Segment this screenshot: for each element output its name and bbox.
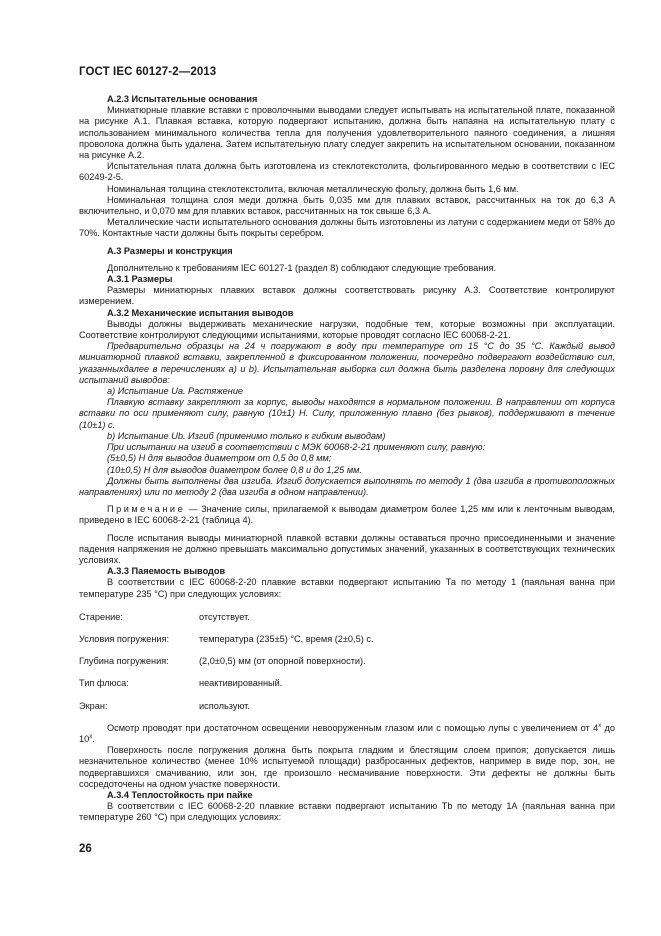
inspection-text: . <box>92 733 95 744</box>
condition-key: Глубина погружения: <box>79 656 169 667</box>
heading-a32: А.3.2 Механические испытания выводов <box>107 307 294 318</box>
paragraph: Испытательная плата должна быть изготовлена из стеклотекстолита, фольгированного медью в соответствии с IEC 60249-2-5. <box>79 161 615 183</box>
condition-row <box>79 701 615 712</box>
italic-paragraph: При испытании на изгиб в соответствии с МЭК 60068-2-21 применяют силу, равную: <box>107 442 486 453</box>
condition-value: неактивированный. <box>199 678 283 689</box>
heading-a3: А.3 Размеры и конструкция <box>107 245 233 256</box>
italic-paragraph: Плавкую вставку закрепляют за корпус, выводы находятся в нормальном положении. В направлении от корпуса вставки по оси применяют силу, равную (10±1) Н. Силу, приложенную плавно (без рывков), поддерживают в течение (10±1) с. <box>79 397 615 430</box>
superscript: x <box>598 722 602 729</box>
inspection-text: до 10 <box>79 722 615 744</box>
standard-designation: ГОСТ IEC 60127-2—2013 <box>79 66 217 78</box>
condition-row <box>79 656 615 667</box>
condition-row <box>79 678 615 689</box>
heading-a34: А.3.4 Теплостойкость при пайке <box>107 789 253 800</box>
heading-a33: А.3.3 Паяемость выводов <box>107 566 226 577</box>
paragraph: Номинальная толщина стеклотекстолита, включая металлическую фольгу, должна быть 1,6 мм. <box>107 183 519 194</box>
paragraph: В соответствии с IEC 60068-2-20 плавкие вставки подвергают испытанию Tb по методу 1А (паяльная ванна при температуре 260 °С) при следующих условиях: <box>79 801 615 823</box>
condition-value: температура (235±5) °С, время (2±0,5) с. <box>199 633 374 644</box>
inspection-paragraph <box>79 723 615 745</box>
condition-key: Экран: <box>79 700 108 711</box>
paragraph: В соответствии с IEC 60068-2-20 плавкие вставки подвергают испытанию Та по методу 1 (паяльная ванна при температуре 235 °С) при следующих условиях: <box>79 577 615 599</box>
paragraph: Металлические части испытательного основания должны быть изготовлены из латуни с содержанием меди от 58% до 70%. Контактные части должны быть покрыты серебром. <box>79 217 615 239</box>
italic-paragraph: Должны быть выполнены два изгиба. Изгиб допускается выполнять по методу 1 (два изгиба в противоположных направлениях) или по методу 2 (два изгиба в одном направлении). <box>79 475 615 497</box>
paragraph: Размеры миниатюрных плавких вставок должны соответствовать рисунку А.3. Соответствие контролируют измерением. <box>79 285 615 307</box>
condition-row <box>79 634 615 645</box>
superscript: x <box>89 733 93 740</box>
paragraph: Дополнительно к требованиям IEC 60127-1 (раздел 8) соблюдают следующие требования. <box>107 262 497 273</box>
condition-value: (2,0±0,5) мм (от опорной поверхности). <box>199 656 366 667</box>
paragraph: Номинальная толщина слоя меди должна быть 0,035 мм для плавких вставок, рассчитанных на ток до 6,3 А включительно, и 0,070 мм для плавких вставок, рассчитанных на ток свыше 6,3 А. <box>79 194 615 217</box>
paragraph: Поверхность после погружения должна быть покрыта гладким и блестящим слоем припоя; допускается лишь незначительное количество (менее 10% испытуемой площади) разбросанных дефектов, например в виде пор, зон, не подвергавшихся смачиванию, или зон, где произошло несмачивание поверхности. Эти дефекты не должны быть сосредоточены на одном участке поверхности. <box>79 745 615 789</box>
condition-key: Условия погружения: <box>79 633 170 644</box>
condition-value: используют. <box>199 700 250 711</box>
inspection-text: Осмотр проводят при достаточном освещении невооруженным глазом или с помощью лупы с увеличением от 4 <box>107 722 599 733</box>
condition-value: отсутствует. <box>199 611 250 622</box>
paragraph: Миниатюрные плавкие вставки с проволочными выводами следует испытывать на испытательной плате, показанной на рисунке А.1. Плавкая вставка, которую подвергают испытанию, должна быть напаяна на испытательную плату с использованием минимального количества тепла для получения удовлетворительного паяного соединения, а лишняя проволока должна быть удалена. Затем испытательную плату следует закрепить на испытательном основании, показанном на рисунке А.2. <box>79 105 615 161</box>
italic-paragraph: (10±0,5) Н для выводов диаметром более 0,8 и до 1,25 мм. <box>107 464 362 475</box>
paragraph: После испытания выводы миниатюрной плавкой вставки должны оставаться прочно присоединенными и значение падения напряжения не должно превышать максимально допустимых значений, указанных в соответствующих технических условиях. <box>79 532 615 565</box>
condition-key: Старение: <box>79 611 123 622</box>
condition-row <box>79 612 615 623</box>
italic-paragraph: (5±0,5) Н для выводов диаметром от 0,5 до 0,8 мм; <box>107 453 332 464</box>
heading-a23: А.2.3 Испытательные основания <box>107 94 258 104</box>
page-number: 26 <box>79 843 92 855</box>
note <box>79 504 615 526</box>
condition-key: Тип флюса: <box>79 678 129 689</box>
italic-paragraph: Предварительно образцы на 24 ч погружают в воду при температуре от 15 °С до 35 °С. Каждый вывод миниатюрной плавкой вставки, закрепленной в фиксированном положении, поочередно подвергают воздействию сил, указанныхдалее в перечислениях а) и b). Испытательная выборка сил должна быть разделена поровну для следующих испытаний выводов: <box>79 341 615 385</box>
heading-a31: А.3.1 Размеры <box>107 274 173 285</box>
italic-paragraph: а) Испытание Ua. Растяжение <box>107 386 244 397</box>
paragraph: Выводы должны выдерживать механические нагрузки, подобные тем, которые возможны при эксплуатации. Соответствие контролируют следующими испытаниями, которые проводят согласно IEC 60068-2-21. <box>79 318 615 341</box>
page-body <box>79 94 615 824</box>
conditions-list <box>79 612 615 712</box>
italic-paragraph: b) Испытание Ub. Изгиб (применимо только к гибким выводам) <box>107 430 386 441</box>
note-text: — Значение силы, прилагаемой к выводам диаметром более 1,25 мм или к ленточным выводам, приведено в IEC 60068-2-21 (таблица 4). <box>79 504 615 526</box>
note-label: Примечание <box>107 504 186 515</box>
